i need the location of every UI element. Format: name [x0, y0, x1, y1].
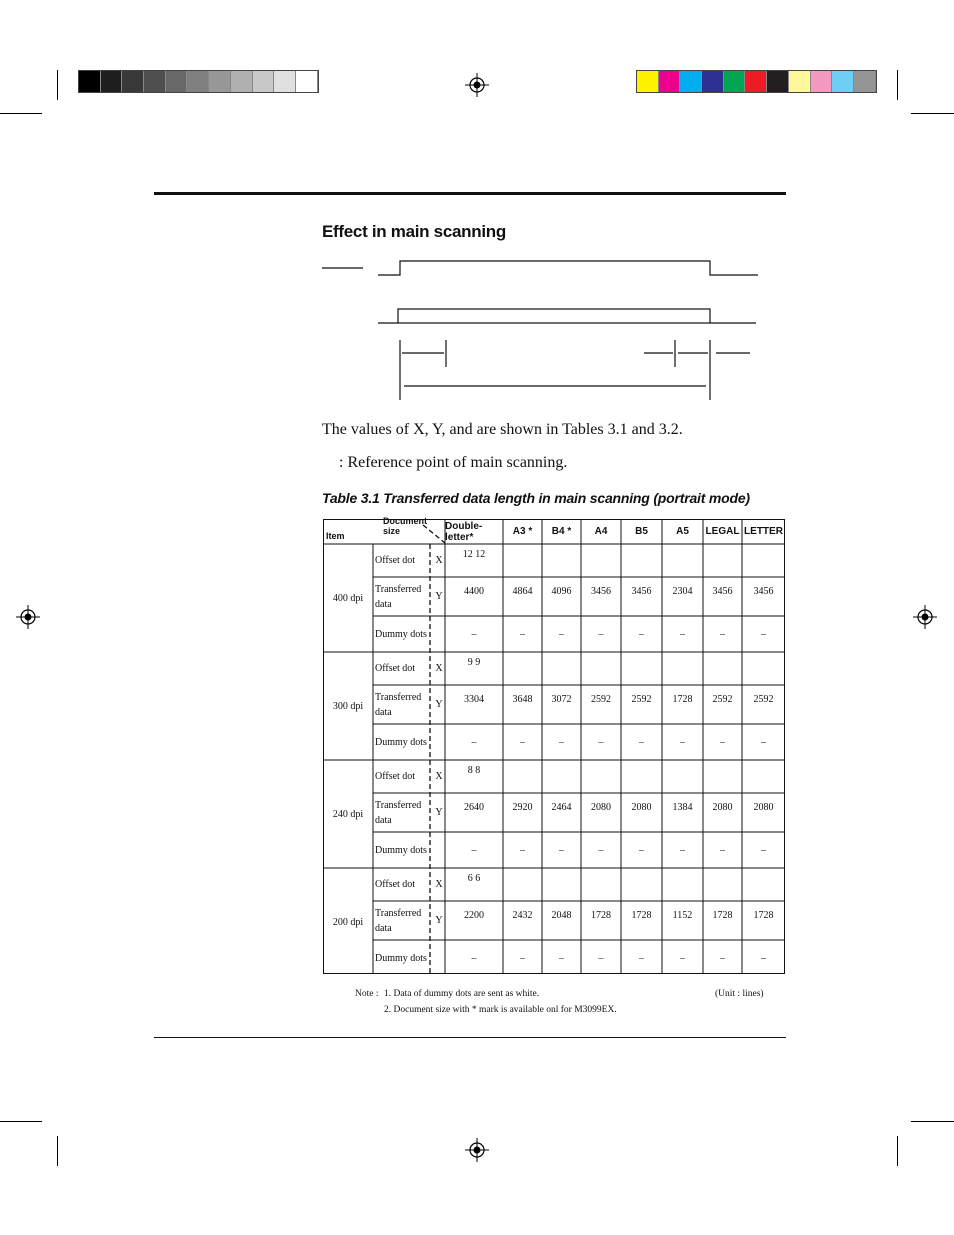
gray-swatch	[209, 71, 231, 92]
grayscale-registration-strip	[78, 70, 319, 93]
value-cell: 3648	[512, 694, 533, 705]
color-swatch	[724, 71, 746, 92]
value-cell: –	[680, 736, 685, 748]
value-cell: 2592	[591, 694, 611, 705]
value-cell: 2920	[512, 802, 533, 813]
value-cell: –	[559, 952, 564, 964]
value-cell	[742, 868, 785, 901]
axis-symbol	[432, 940, 446, 976]
registration-target-icon	[465, 73, 489, 97]
corner-header-item: Item	[326, 530, 345, 541]
registration-target-icon	[465, 1138, 489, 1162]
body-text-reference: : Reference point of main scanning.	[339, 454, 568, 471]
crop-mark	[57, 70, 58, 100]
axis-symbol: Y	[435, 915, 443, 926]
value-cell: –	[471, 628, 477, 640]
axis-symbol	[432, 616, 446, 652]
color-swatch	[637, 71, 659, 92]
main-scanning-timing-diagram	[318, 255, 763, 405]
column-header: B4 *	[551, 526, 572, 537]
color-swatch	[832, 71, 854, 92]
value-cell: 2048	[551, 910, 572, 921]
color-swatch	[767, 71, 789, 92]
value-cell: 2080	[712, 802, 733, 813]
gray-swatch	[274, 71, 296, 92]
value-cell: –	[639, 844, 644, 856]
value-cell: –	[761, 844, 766, 856]
value-cell	[542, 652, 581, 685]
row-label: Offset dot	[375, 771, 416, 782]
value-cell: 1728	[631, 910, 652, 921]
color-swatch	[680, 71, 702, 92]
axis-symbol: X	[435, 663, 443, 674]
color-swatch	[811, 71, 833, 92]
value-cell: 2464	[551, 802, 572, 813]
row-label: Offset dot	[375, 555, 416, 566]
dpi-label: 200 dpi	[332, 916, 364, 928]
gray-swatch	[187, 71, 209, 92]
crop-mark	[911, 1121, 954, 1122]
value-cell	[621, 868, 662, 901]
value-cell: –	[680, 628, 685, 640]
value-cell: –	[639, 952, 644, 964]
value-cell: –	[559, 844, 564, 856]
value-cell	[503, 652, 542, 685]
color-swatch	[854, 71, 876, 92]
footer-rule	[154, 1037, 786, 1038]
column-header: Double-letter*	[445, 520, 483, 543]
value-cell	[581, 760, 621, 793]
value-cell: –	[471, 952, 477, 964]
value-cell	[703, 760, 742, 793]
value-cell	[542, 544, 581, 577]
row-label: Dummy dots	[375, 628, 427, 640]
unit-note: (Unit : lines)	[715, 989, 764, 999]
value-cell: –	[471, 736, 477, 748]
axis-symbol: Y	[435, 591, 443, 602]
value-cell: 1728	[591, 910, 611, 921]
note-label: Note :	[355, 989, 379, 999]
axis-symbol: X	[435, 555, 443, 566]
color-swatch	[745, 71, 767, 92]
table-caption: Table 3.1 Transferred data length in main scanning (portrait mode)	[322, 490, 750, 506]
value-cell	[581, 544, 621, 577]
value-cell	[542, 760, 581, 793]
note-1: 1. Data of dummy dots are sent as white.	[384, 989, 540, 999]
note-2: 2. Document size with * mark is available onl for M3099EX.	[384, 1005, 617, 1015]
value-cell	[503, 868, 542, 901]
crop-mark	[57, 1136, 58, 1166]
value-cell: –	[720, 844, 725, 856]
value-cell: –	[639, 736, 644, 748]
value-cell: –	[720, 952, 725, 964]
value-cell: 2080	[753, 802, 774, 813]
color-swatch	[659, 71, 681, 92]
value-cell: 3456	[631, 586, 652, 597]
value-cell: 4864	[512, 586, 533, 597]
crop-mark	[911, 113, 954, 114]
value-cell: –	[598, 844, 604, 856]
value-cell: –	[680, 952, 685, 964]
value-cell	[503, 760, 542, 793]
value-cell: –	[520, 952, 525, 964]
column-header: A4	[594, 526, 608, 537]
value-cell: 1152	[672, 910, 693, 921]
value-cell	[662, 868, 703, 901]
value-cell: 6 6	[467, 873, 481, 884]
value-cell: 2592	[753, 694, 774, 705]
value-cell	[742, 544, 785, 577]
value-cell: –	[520, 844, 525, 856]
value-cell	[703, 868, 742, 901]
section-heading: Effect in main scanning	[322, 222, 506, 241]
color-swatch	[789, 71, 811, 92]
value-cell: 1384	[672, 802, 693, 813]
value-cell: 2304	[672, 586, 693, 597]
value-cell	[742, 652, 785, 685]
gray-swatch	[122, 71, 144, 92]
dpi-label: 400 dpi	[332, 592, 364, 604]
value-cell	[621, 760, 662, 793]
value-cell: 4096	[551, 586, 572, 597]
value-cell: 2080	[591, 802, 611, 813]
value-cell: 3456	[712, 586, 733, 597]
registration-target-icon	[913, 605, 937, 629]
column-header: B5	[635, 526, 648, 537]
value-cell: 2432	[512, 910, 533, 921]
row-label: Dummy dots	[375, 952, 427, 964]
gray-swatch	[231, 71, 253, 92]
value-cell	[503, 544, 542, 577]
value-cell: 1728	[672, 694, 693, 705]
dpi-label: 300 dpi	[332, 700, 364, 712]
crop-mark	[0, 113, 42, 114]
value-cell: –	[598, 628, 604, 640]
crop-mark	[897, 1136, 898, 1166]
value-cell: –	[471, 844, 477, 856]
value-cell	[742, 760, 785, 793]
column-header: A3 *	[512, 526, 533, 537]
value-cell	[621, 652, 662, 685]
value-cell: 2640	[464, 802, 484, 813]
gray-swatch	[296, 71, 318, 92]
color-registration-strip	[636, 70, 877, 93]
value-cell: –	[559, 736, 564, 748]
value-cell: –	[520, 736, 525, 748]
value-cell: 3456	[753, 586, 774, 597]
value-cell: 2592	[712, 694, 733, 705]
value-cell: 2592	[631, 694, 652, 705]
column-header: LETTER	[744, 526, 783, 537]
row-label: Transferred data	[375, 799, 422, 826]
transferred-data-table	[323, 515, 785, 974]
value-cell	[581, 868, 621, 901]
row-label: Offset dot	[375, 879, 416, 890]
value-cell: 2200	[464, 910, 484, 921]
value-cell	[581, 652, 621, 685]
value-cell: –	[761, 736, 766, 748]
value-cell: –	[720, 628, 725, 640]
row-label: Dummy dots	[375, 844, 427, 856]
value-cell	[621, 544, 662, 577]
row-label: Transferred data	[375, 907, 422, 934]
row-label: Dummy dots	[375, 736, 427, 748]
column-header: A5	[676, 526, 689, 537]
gray-swatch	[101, 71, 123, 92]
value-cell: –	[680, 844, 685, 856]
value-cell: 3072	[551, 694, 572, 705]
value-cell	[662, 544, 703, 577]
value-cell: –	[761, 628, 766, 640]
value-cell: –	[720, 736, 725, 748]
value-cell: 12 12	[462, 549, 486, 560]
value-cell: –	[639, 628, 644, 640]
axis-symbol: Y	[435, 807, 443, 818]
value-cell	[662, 652, 703, 685]
value-cell: 2080	[631, 802, 652, 813]
registration-target-icon	[16, 605, 40, 629]
axis-symbol: Y	[435, 699, 443, 710]
dpi-label: 240 dpi	[332, 808, 364, 820]
value-cell: –	[761, 952, 766, 964]
value-cell	[662, 760, 703, 793]
gray-swatch	[166, 71, 188, 92]
value-cell: 8 8	[467, 765, 481, 776]
value-cell: 1728	[712, 910, 733, 921]
value-cell: 1728	[753, 910, 774, 921]
row-label: Transferred data	[375, 691, 422, 718]
gray-swatch	[79, 71, 101, 92]
value-cell	[703, 544, 742, 577]
value-cell: –	[598, 736, 604, 748]
value-cell: 3456	[591, 586, 611, 597]
axis-symbol	[432, 724, 446, 760]
body-text-values: The values of X, Y, and are shown in Tables 3.1 and 3.2.	[322, 421, 683, 438]
value-cell: 9 9	[467, 657, 481, 668]
gray-swatch	[253, 71, 275, 92]
axis-symbol: X	[435, 771, 443, 782]
gray-swatch	[144, 71, 166, 92]
value-cell: 3304	[464, 694, 484, 705]
value-cell: –	[598, 952, 604, 964]
axis-symbol: X	[435, 879, 443, 890]
row-label: Transferred data	[375, 583, 422, 610]
corner-header-document-size: Document size	[383, 515, 428, 536]
color-swatch	[702, 71, 724, 92]
value-cell	[703, 652, 742, 685]
axis-symbol	[432, 832, 446, 868]
header-rule	[154, 192, 786, 195]
row-label: Offset dot	[375, 663, 416, 674]
value-cell: –	[520, 628, 525, 640]
crop-mark	[0, 1121, 42, 1122]
value-cell: 4400	[464, 586, 484, 597]
value-cell	[542, 868, 581, 901]
value-cell: –	[559, 628, 564, 640]
column-header: LEGAL	[705, 526, 740, 537]
crop-mark	[897, 70, 898, 100]
